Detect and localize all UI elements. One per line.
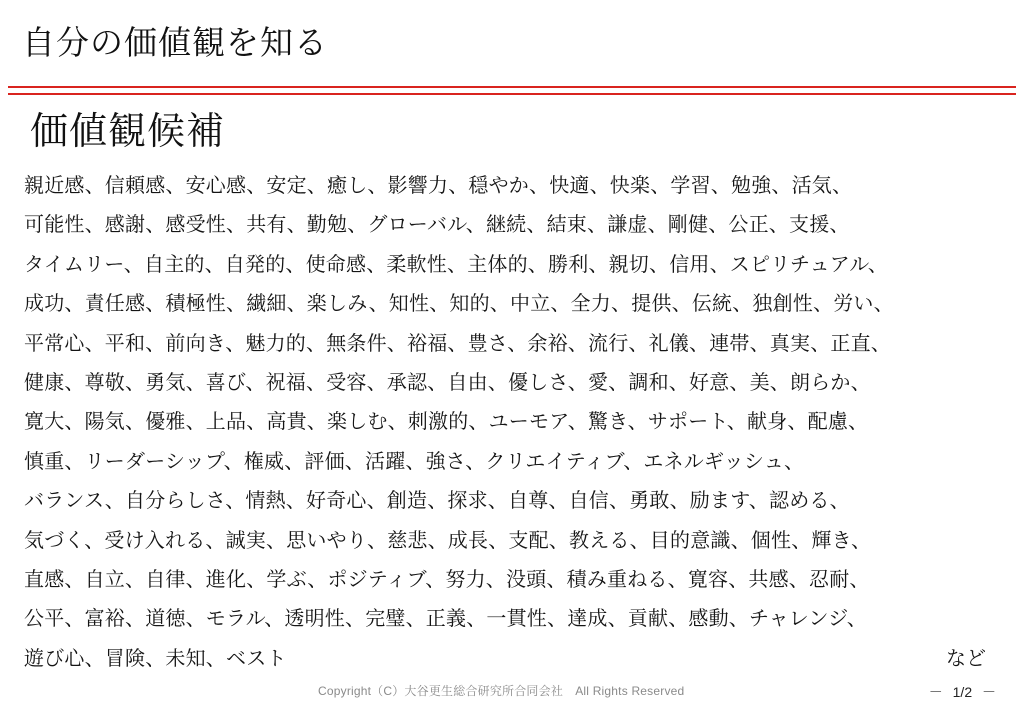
page-number: － 1/2 － xyxy=(928,684,996,700)
values-line: 直感、自立、自律、進化、学ぶ、ポジティブ、努力、没頭、積み重ねる、寛容、共感、忍耐、 xyxy=(24,566,870,591)
title-rule-top xyxy=(8,86,1016,88)
values-line: 成功、責任感、積極性、繊細、楽しみ、知性、知的、中立、全力、提供、伝統、独創性、労い、 xyxy=(24,291,894,316)
values-line: 平常心、平和、前向き、魅力的、無条件、裕福、豊さ、余裕、流行、礼儀、連帯、真実、正直、 xyxy=(24,330,891,355)
title-rule-bottom xyxy=(8,93,1016,95)
values-line: 遊び心、冒険、未知、ベスト xyxy=(24,645,287,670)
values-line: 可能性、感謝、感受性、共有、勤勉、グローバル、継続、結束、謙虚、剛健、公正、支援、 xyxy=(24,212,850,237)
values-line: バランス、自分らしさ、情熱、好奇心、創造、探求、自尊、自信、勇敢、励ます、認める、 xyxy=(24,488,850,513)
values-line: 気づく、受け入れる、誠実、思いやり、慈悲、成長、支配、教える、目的意識、個性、輝き、 xyxy=(24,527,872,552)
values-line: 親近感、信頼感、安心感、安定、癒し、影響力、穏やか、快適、快楽、学習、勉強、活気、 xyxy=(24,173,853,197)
values-line: タイムリー、自主的、自発的、使命感、柔軟性、主体的、勝利、親切、信用、スピリチュアル、 xyxy=(24,251,888,276)
values-line: 慎重、リーダーシップ、権威、評価、活躍、強さ、クリエイティブ、エネルギッシュ、 xyxy=(24,448,805,473)
values-line: 健康、尊敬、勇気、喜び、祝福、受容、承認、自由、優しさ、愛、調和、好意、美、朗らか、 xyxy=(24,369,871,394)
etc-note: など xyxy=(946,646,986,670)
values-line: 寛大、陽気、優雅、上品、高貴、楽しむ、刺激的、ユーモア、驚き、サポート、献身、配慮、 xyxy=(24,409,869,434)
section-heading: 価値観候補 xyxy=(30,109,226,153)
page-title: 自分の価値観を知る xyxy=(22,23,328,62)
copyright-notice: Copyright（C）大谷更生総合研究所合同会社 All Rights Reserved xyxy=(318,684,685,698)
values-list xyxy=(24,170,1004,682)
values-line: 公平、富裕、道徳、モラル、透明性、完璧、正義、一貫性、達成、貢献、感動、チャレンジ、 xyxy=(24,606,867,631)
